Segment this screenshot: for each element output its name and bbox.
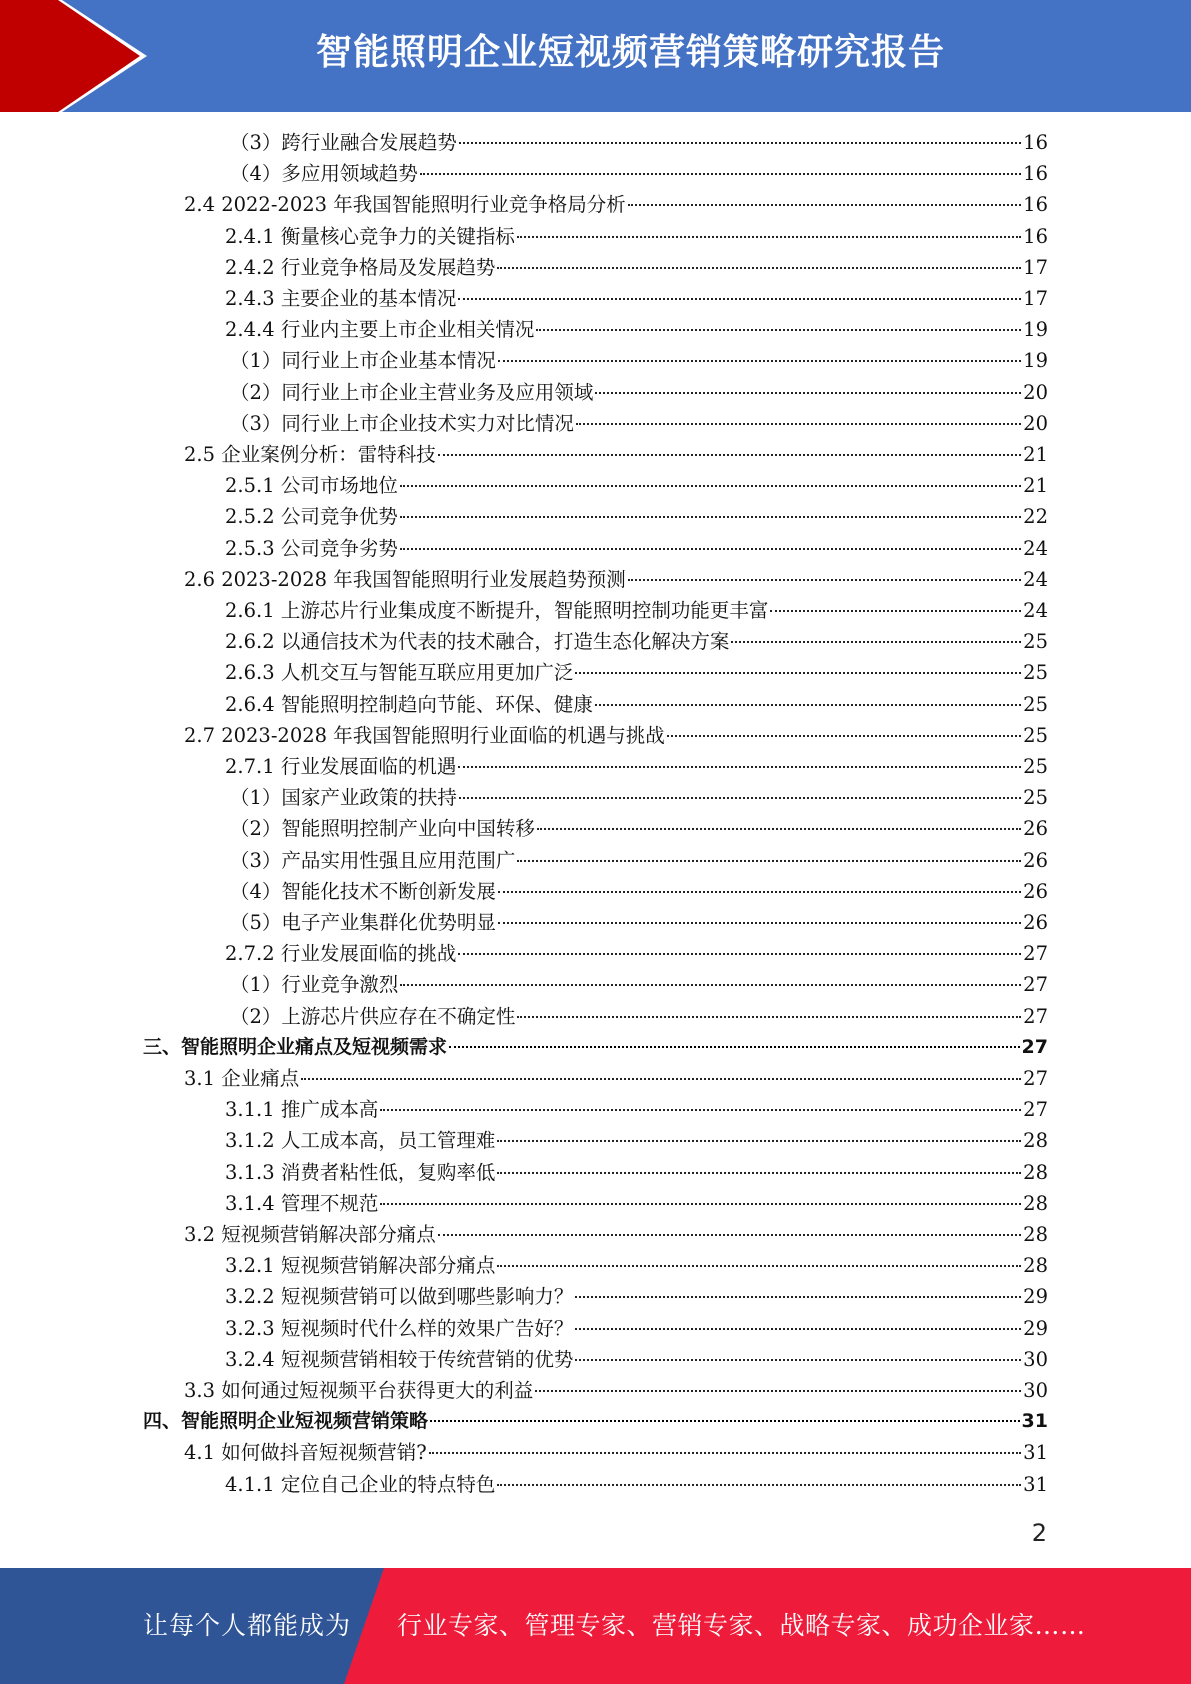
toc-entry[interactable] bbox=[184, 1375, 1048, 1406]
toc-entry[interactable] bbox=[230, 408, 1048, 439]
toc-entry-page: 16 bbox=[1023, 162, 1048, 186]
toc-entry[interactable] bbox=[143, 1032, 1048, 1063]
toc-entry-label: 2.4 2022-2023 年我国智能照明行业竞争格局分析 bbox=[184, 193, 626, 217]
toc-leader-dots bbox=[575, 1296, 1021, 1298]
toc-entry[interactable] bbox=[230, 876, 1048, 907]
toc-entry-page: 24 bbox=[1023, 536, 1048, 560]
page-header bbox=[0, 0, 1191, 112]
toc-entry-label: 2.5.3 公司竞争劣势 bbox=[225, 536, 398, 560]
toc-leader-dots bbox=[595, 392, 1021, 394]
toc-entry-page: 30 bbox=[1023, 1347, 1048, 1371]
toc-leader-dots bbox=[458, 766, 1021, 768]
toc-entry[interactable] bbox=[225, 1344, 1048, 1375]
toc-leader-dots bbox=[498, 891, 1021, 893]
toc-entry-label: 2.5.2 公司竞争优势 bbox=[225, 505, 398, 529]
toc-entry-label: 2.4.4 行业内主要上市企业相关情况 bbox=[225, 318, 535, 342]
toc-leader-dots bbox=[535, 1390, 1021, 1392]
toc-entry[interactable] bbox=[225, 1125, 1048, 1156]
toc-entry-page: 25 bbox=[1023, 630, 1048, 654]
toc-entry-label: 3.1.4 管理不规范 bbox=[225, 1191, 379, 1215]
toc-entry[interactable] bbox=[225, 470, 1048, 501]
toc-entry-page: 21 bbox=[1023, 443, 1048, 466]
toc-entry-label: （5）电子产业集群化优势明显 bbox=[230, 911, 496, 934]
toc-leader-dots bbox=[576, 423, 1021, 425]
toc-entry-label: 3.2.3 短视频时代什么样的效果广告好？ bbox=[225, 1316, 574, 1340]
footer-slogan-left: 让每个人都能成为 bbox=[143, 1611, 352, 1640]
toc-leader-dots bbox=[497, 1140, 1021, 1142]
toc-entry-label: 3.2 短视频营销解决部分痛点 bbox=[184, 1223, 436, 1246]
toc-entry-page: 28 bbox=[1023, 1129, 1048, 1153]
toc-entry-label: 3.3 如何通过短视频平台获得更大的利益 bbox=[184, 1379, 534, 1402]
toc-entry-page: 26 bbox=[1023, 911, 1048, 934]
toc-entry-page: 29 bbox=[1023, 1285, 1048, 1309]
toc-leader-dots bbox=[595, 704, 1021, 706]
toc-leader-dots bbox=[667, 735, 1021, 737]
toc-entry-label: 2.6.3 人机交互与智能互联应用更加广泛 bbox=[225, 661, 574, 685]
toc-entry[interactable] bbox=[184, 189, 1048, 220]
toc-entry-page: 26 bbox=[1023, 817, 1048, 841]
toc-entry-label: 2.7.1 行业发展面临的机遇 bbox=[225, 755, 457, 778]
toc-entry-label: （3）跨行业融合发展趋势 bbox=[230, 131, 457, 154]
toc-entry-label: 2.7 2023-2028 年我国智能照明行业面临的机遇与挑战 bbox=[184, 723, 665, 747]
toc-entry-page: 25 bbox=[1023, 661, 1048, 685]
toc-entry[interactable] bbox=[184, 720, 1048, 751]
toc-entry-label: （1）国家产业政策的扶持 bbox=[230, 786, 457, 810]
toc-entry[interactable] bbox=[225, 501, 1048, 532]
toc-leader-dots bbox=[420, 173, 1021, 175]
toc-entry-page: 26 bbox=[1023, 879, 1048, 903]
toc-entry[interactable] bbox=[230, 969, 1048, 1000]
toc-leader-dots bbox=[449, 1046, 1020, 1048]
toc-leader-dots bbox=[536, 329, 1021, 331]
toc-leader-dots bbox=[575, 672, 1021, 674]
toc-entry-page: 27 bbox=[1023, 1004, 1048, 1028]
toc-entry-page: 20 bbox=[1023, 411, 1048, 435]
toc-leader-dots bbox=[400, 984, 1021, 986]
toc-entry-page: 25 bbox=[1023, 755, 1048, 778]
toc-entry-page: 20 bbox=[1023, 380, 1048, 404]
toc-leader-dots bbox=[497, 1172, 1021, 1174]
page-footer bbox=[0, 1568, 1191, 1684]
toc-leader-dots bbox=[400, 485, 1021, 487]
toc-entry-page: 17 bbox=[1023, 255, 1048, 279]
toc-leader-dots bbox=[498, 360, 1021, 362]
toc-entry-label: 2.5.1 公司市场地位 bbox=[225, 474, 398, 498]
toc-entry[interactable] bbox=[230, 345, 1048, 376]
toc-entry[interactable] bbox=[225, 1313, 1048, 1344]
toc-entry[interactable] bbox=[143, 1406, 1048, 1437]
toc-entry-label: （2）上游芯片供应存在不确定性 bbox=[230, 1004, 516, 1028]
toc-leader-dots bbox=[400, 516, 1021, 518]
toc-entry[interactable] bbox=[225, 626, 1048, 657]
toc-leader-dots bbox=[731, 641, 1021, 643]
toc-leader-dots bbox=[380, 1203, 1021, 1205]
toc-entry[interactable] bbox=[230, 813, 1048, 844]
toc-entry-page: 25 bbox=[1023, 786, 1048, 810]
toc-entry[interactable] bbox=[225, 1281, 1048, 1312]
toc-entry-page: 19 bbox=[1023, 349, 1048, 373]
toc-entry-page: 24 bbox=[1023, 599, 1048, 622]
toc-entry-page: 27 bbox=[1023, 1067, 1048, 1090]
toc-leader-dots bbox=[575, 1359, 1021, 1361]
toc-entry[interactable] bbox=[184, 1219, 1048, 1250]
toc-entry[interactable] bbox=[225, 751, 1048, 782]
toc-entry-label: （1）行业竞争激烈 bbox=[230, 973, 399, 997]
toc-entry[interactable] bbox=[184, 1063, 1048, 1094]
toc-entry-label: 2.6.1 上游芯片行业集成度不断提升，智能照明控制功能更丰富 bbox=[225, 599, 769, 622]
toc-entry-label: 2.4.1 衡量核心竞争力的关键指标 bbox=[225, 224, 515, 248]
toc-entry[interactable] bbox=[225, 1157, 1048, 1188]
toc-entry-page: 28 bbox=[1023, 1160, 1048, 1184]
toc-entry[interactable] bbox=[225, 1188, 1048, 1219]
toc-entry[interactable] bbox=[225, 533, 1048, 564]
toc-entry-page: 28 bbox=[1023, 1254, 1048, 1278]
toc-entry-page: 27 bbox=[1021, 1035, 1048, 1058]
toc-entry[interactable] bbox=[225, 1250, 1048, 1281]
toc-entry[interactable] bbox=[230, 1001, 1048, 1032]
toc-entry-page: 17 bbox=[1023, 287, 1048, 310]
toc-leader-dots bbox=[400, 548, 1021, 550]
toc-entry[interactable] bbox=[230, 127, 1048, 158]
toc-entry-page: 31 bbox=[1023, 1441, 1048, 1465]
toc-leader-dots bbox=[458, 953, 1021, 955]
toc-entry[interactable] bbox=[230, 845, 1048, 876]
toc-entry-label: 4.1 如何做抖音短视频营销? bbox=[184, 1441, 427, 1465]
toc-leader-dots bbox=[429, 1452, 1022, 1454]
toc-entry-label: 2.4.3 主要企业的基本情况 bbox=[225, 287, 457, 310]
toc-entry[interactable] bbox=[225, 657, 1048, 688]
toc-entry-label: 2.7.2 行业发展面临的挑战 bbox=[225, 942, 457, 966]
toc-leader-dots bbox=[438, 1234, 1021, 1236]
toc-entry[interactable] bbox=[225, 1469, 1048, 1500]
toc-entry[interactable] bbox=[225, 595, 1048, 626]
toc-entry-label: 3.1.1 推广成本高 bbox=[225, 1098, 379, 1122]
toc-entry[interactable] bbox=[184, 439, 1048, 470]
toc-entry[interactable] bbox=[225, 938, 1048, 969]
toc-leader-dots bbox=[459, 142, 1021, 144]
toc-entry-page: 21 bbox=[1023, 474, 1048, 498]
toc-entry-page: 27 bbox=[1023, 973, 1048, 997]
footer-slogan-right: 行业专家、管理专家、营销专家、战略专家、成功企业家…… bbox=[397, 1611, 1086, 1640]
toc-entry-page: 25 bbox=[1023, 723, 1048, 747]
toc-leader-dots bbox=[438, 454, 1021, 456]
toc-entry-label: 2.5 企业案例分析：雷特科技 bbox=[184, 443, 436, 466]
toc-entry-label: 2.6 2023-2028 年我国智能照明行业发展趋势预测 bbox=[184, 567, 626, 591]
toc-leader-dots bbox=[380, 1109, 1021, 1111]
page-number: 2 bbox=[1031, 1519, 1047, 1547]
header-title: 智能照明企业短视频营销策略研究报告 bbox=[315, 32, 945, 73]
toc-entry[interactable] bbox=[225, 221, 1048, 252]
toc-entry[interactable] bbox=[225, 689, 1048, 720]
toc-leader-dots bbox=[517, 860, 1021, 862]
toc-leader-dots bbox=[458, 298, 1021, 300]
toc-entry[interactable] bbox=[230, 377, 1048, 408]
toc-entry-label: 2.6.4 智能照明控制趋向节能、环保、健康 bbox=[225, 692, 593, 716]
toc-leader-dots bbox=[497, 267, 1021, 269]
toc-entry-label: 3.1.2 人工成本高，员工管理难 bbox=[225, 1129, 496, 1153]
toc-entry-label: （4）智能化技术不断创新发展 bbox=[230, 879, 496, 903]
toc-entry-label: （3）同行业上市企业技术实力对比情况 bbox=[230, 411, 574, 435]
toc-leader-dots bbox=[517, 236, 1021, 238]
toc-leader-dots bbox=[430, 1420, 1020, 1422]
toc-entry-label: 四、智能照明企业短视频营销策略 bbox=[143, 1410, 429, 1433]
toc-entry-label: 3.2.2 短视频营销可以做到哪些影响力？ bbox=[225, 1285, 574, 1309]
toc-entry[interactable] bbox=[225, 283, 1048, 314]
toc-entry-label: 3.1.3 消费者粘性低，复购率低 bbox=[225, 1160, 496, 1184]
toc-entry-page: 16 bbox=[1023, 224, 1048, 248]
toc-entry-page: 29 bbox=[1023, 1316, 1048, 1340]
toc-leader-dots bbox=[628, 204, 1021, 206]
toc-entry-page: 27 bbox=[1023, 1098, 1048, 1122]
toc-entry[interactable] bbox=[225, 252, 1048, 283]
toc-leader-dots bbox=[517, 1016, 1021, 1018]
toc-entry-page: 30 bbox=[1023, 1379, 1048, 1402]
toc-entry[interactable] bbox=[230, 907, 1048, 938]
toc-entry[interactable] bbox=[225, 314, 1048, 345]
toc-entry[interactable] bbox=[230, 782, 1048, 813]
toc-leader-dots bbox=[575, 1328, 1021, 1330]
toc-leader-dots bbox=[459, 797, 1021, 799]
toc-entry-page: 22 bbox=[1023, 505, 1048, 529]
toc-entry[interactable] bbox=[184, 1437, 1048, 1468]
toc-entry[interactable] bbox=[230, 158, 1048, 189]
toc-entry-page: 28 bbox=[1023, 1191, 1048, 1215]
toc-entry-label: （1）同行业上市企业基本情况 bbox=[230, 349, 496, 373]
toc-entry-page: 31 bbox=[1023, 1472, 1048, 1496]
toc-entry-page: 25 bbox=[1023, 692, 1048, 716]
toc-entry[interactable] bbox=[184, 564, 1048, 595]
toc-entry-label: 2.6.2 以通信技术为代表的技术融合，打造生态化解决方案 bbox=[225, 630, 730, 654]
toc-entry[interactable] bbox=[225, 1094, 1048, 1125]
toc-entry-label: （3）产品实用性强且应用范围广 bbox=[230, 848, 516, 872]
toc-entry-page: 26 bbox=[1023, 848, 1048, 872]
toc-entry-label: （2）同行业上市企业主营业务及应用领域 bbox=[230, 380, 594, 404]
toc-entry-label: 3.1 企业痛点 bbox=[184, 1067, 300, 1090]
toc-leader-dots bbox=[537, 828, 1021, 830]
toc-entry-page: 16 bbox=[1023, 193, 1048, 217]
toc-entry-page: 16 bbox=[1023, 131, 1048, 154]
toc-leader-dots bbox=[301, 1078, 1021, 1080]
toc-entry-label: （4）多应用领域趋势 bbox=[230, 162, 418, 186]
toc-entry-label: （2）智能照明控制产业向中国转移 bbox=[230, 817, 535, 841]
toc-leader-dots bbox=[628, 579, 1021, 581]
toc-entry-label: 三、智能照明企业痛点及短视频需求 bbox=[143, 1035, 448, 1058]
toc-leader-dots bbox=[497, 1484, 1021, 1486]
toc-leader-dots bbox=[770, 610, 1021, 612]
toc-entry-label: 4.1.1 定位自己企业的特点特色 bbox=[225, 1472, 496, 1496]
toc-entry-page: 31 bbox=[1021, 1410, 1048, 1433]
toc-entry-label: 3.2.4 短视频营销相较于传统营销的优势 bbox=[225, 1347, 574, 1371]
toc-leader-dots bbox=[497, 1265, 1021, 1267]
toc-entry-page: 24 bbox=[1023, 567, 1048, 591]
toc-entry-page: 28 bbox=[1023, 1223, 1048, 1246]
toc-entry-page: 19 bbox=[1023, 318, 1048, 342]
toc-entry-label: 2.4.2 行业竞争格局及发展趋势 bbox=[225, 255, 496, 279]
toc-leader-dots bbox=[498, 922, 1021, 924]
toc-entry-page: 27 bbox=[1023, 942, 1048, 966]
toc-entry-label: 3.2.1 短视频营销解决部分痛点 bbox=[225, 1254, 496, 1278]
